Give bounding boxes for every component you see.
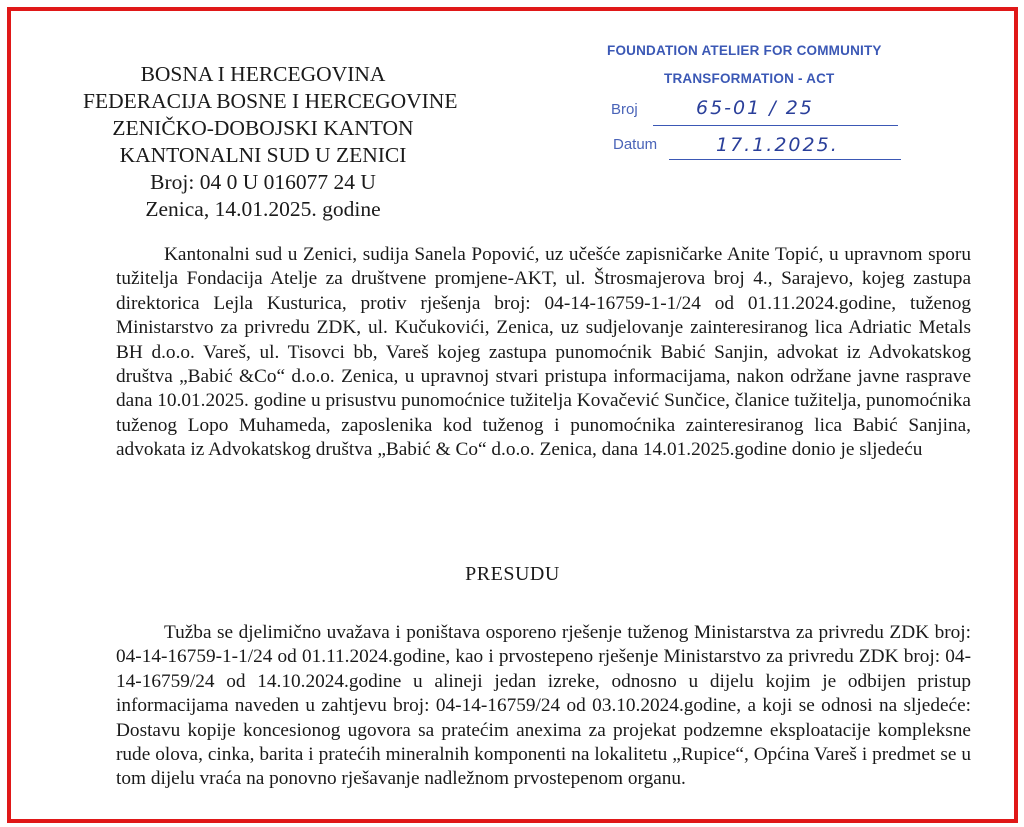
court-header <box>83 61 458 223</box>
verdict-title: PRESUDU <box>465 563 560 585</box>
court-name-line: KANTONALNI SUD U ZENICI <box>119 143 407 167</box>
stamp-broj-rule <box>653 125 898 126</box>
stamp-org-line1: FOUNDATION ATELIER FOR COMMUNITY <box>607 43 882 58</box>
stamp-org-line2: TRANSFORMATION - ACT <box>664 71 835 86</box>
stamp-broj-label: Broj <box>611 101 638 118</box>
red-border-frame <box>7 7 1018 823</box>
intro-paragraph: Kantonalni sud u Zenici, sudija Sanela Popović, uz učešće zapisničarke Anite Topić, u upravnom sporu tužitelja Fondacija Atelje za društvene promjene-AKT, ul. Štrosmajerova broj 4., Sarajevo, kojeg zastupa direktorica Lejla Kusturica, protiv rješenja broj: 04-14-16759-1-1/24 od 01.11.2024.godine, tuženog Ministarstvo za privredu ZDK, ul. Kučukovići, Zenica, uz sudjelovanje zainteresiranog lica Adriatic Metals BH d.o.o. Vareš, ul. Tisovci bb, Vareš kojeg zastupa punomoćnik Babić Sanjin, advokat iz Advokatskog društva „Babić &Co“ d.o.o. Zenica, u upravnoj stvari pristupa informacijama, nakon održane javne rasprave dana 10.01.2025. godine u prisustvu punomoćnice tužitelja Kovačević Sunčice, članice tužitelja, punomoćnika tuženog Lopo Muhameda, zaposlenika kod tuženog i punomoćnika zainteresiranog lica Babić Sanjina, advokata iz Advokatskog društva „Babić & Co“ d.o.o. Zenica, dana 14.01.2025.godine donio je sljedeću <box>116 244 971 461</box>
stamp-datum-label: Datum <box>613 136 658 153</box>
document-page <box>11 11 1014 819</box>
stamp-datum-rule <box>669 159 901 160</box>
case-number: Broj: 04 0 U 016077 24 U <box>150 170 376 194</box>
federation-line: FEDERACIJA BOSNE I HERCEGOVINE <box>83 89 458 113</box>
stamp-broj-handwritten: 65-01 / 25 <box>696 97 814 119</box>
canton-line: ZENIČKO-DOBOJSKI KANTON <box>112 116 414 140</box>
place-date: Zenica, 14.01.2025. godine <box>145 197 381 221</box>
verdict-paragraph: Tužba se djelimično uvažava i poništava osporeno rješenje tuženog Ministarstva za privredu ZDK broj: 04-14-16759-1-1/24 od 01.11.2024.godine, kao i prvostepeno rješenje Ministarstvo za privredu ZDK broj: 04-14-16759/24 od 14.10.2024.godine u alineji jedan izreke, odnosno u dijelu kojim je odbijen pristup informacijama naveden u zahtjevu broj: 04-14-16759/24 od 03.10.2024.godine, a koji se odnosi na sljedeće: Dostavu kopije koncesionog ugovora sa pratećim anexima za projekat podzemne eksploatacije kompleksne rude olova, cinka, barita i pratećih mineralnih komponenti na lokalitetu „Rupice“, Općina Vareš i predmet se u tom dijelu vraća na ponovno rješavanje nadležnom prvostepenom organu. <box>116 622 971 790</box>
country-line: BOSNA I HERCEGOVINA <box>140 62 386 86</box>
stamp-datum-handwritten: 17.1.2025. <box>716 134 839 156</box>
